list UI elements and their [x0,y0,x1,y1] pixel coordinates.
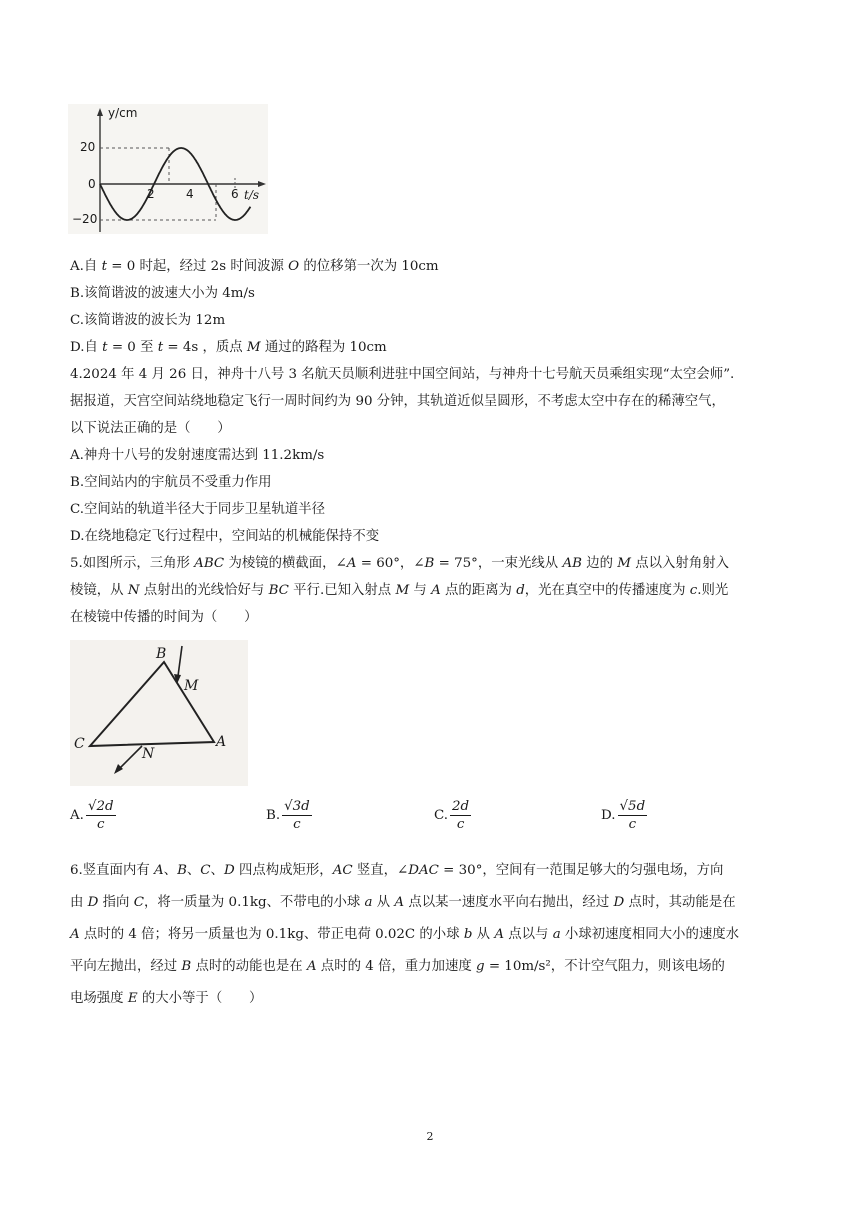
q4-option-d: D.在绕地稳定飞行过程中，空间站的机械能保持不变 [70,529,380,544]
x-axis-label: t/s [244,188,260,202]
q5-choice-a: A. $\frac{√2d}{c}$ [70,799,114,832]
q3-option-d: D.自 t = 0 至 t = 4s ，质点 M 通过的路程为 10cm [70,340,387,355]
label-a: A [216,734,227,750]
q5-stem-line3: 在棱镜中传播的时间为（ ） [70,610,258,625]
q5-choice-d: D. $\frac{√5d}{c}$ [601,799,646,832]
wave-graph [68,104,268,234]
q3-option-b: B.该简谐波的波速大小为 4m/s [70,286,255,301]
q4-option-a: A.神舟十八号的发射速度需达到 11.2km/s [70,448,325,463]
label-n: N [142,746,155,762]
q3-option-c: C.该简谐波的波长为 12m [70,313,226,328]
q5-stem-line2: 棱镜，从 N 点射出的光线恰好与 BC 平行.已知入射点 M 与 A 点的距离为 d，光在真空中的传播速度为 c.则光 [70,583,729,598]
q4-stem-line2: 据报道，天宫空间站绕地稳定飞行一周时间约为 90 分钟，其轨道近似呈圆形，不考虑太空中存在的稀薄空气， [70,394,725,409]
page-number: 2 [426,1130,434,1143]
x-tick-2: 2 [147,187,155,201]
q5-choice-c: C. $\frac{2d}{c}$ [434,799,470,832]
prism-figure [70,640,248,786]
q6-line1: 6.竖直面内有 A、B、C、D 四点构成矩形，AC 竖直，∠DAC = 30°，空间有一范围足够大的匀强电场，方向 [70,863,724,878]
q6-line3: A 点时的 4 倍；将另一质量也为 0.1kg、带正电荷 0.02C 的小球 b 从 A 点以与 a 小球初速度相同大小的速度水 [70,927,740,942]
x-tick-4: 4 [186,187,194,201]
label-b: B [156,646,167,662]
y-tick-20: 20 [80,140,96,154]
q6-line2: 由 D 指向 C，将一质量为 0.1kg、不带电的小球 a 从 A 点以某一速度水平向右抛出，经过 D 点时，其动能是在 [70,895,736,910]
q4-stem-line1: 4.2024 年 4 月 26 日，神舟十八号 3 名航天员顺利进驻中国空间站，与神舟十七号航天员乘组实现“太空会师”. [70,367,735,382]
label-c: C [74,736,85,752]
q6-line5: 电场强度 E 的大小等于（ ） [70,991,263,1006]
q4-option-b: B.空间站内的宇航员不受重力作用 [70,475,272,490]
y-axis-label: y/cm [108,106,138,120]
q5-stem-line1: 5.如图所示，三角形 ABC 为棱镜的横截面，∠A = 60°，∠B = 75°，一束光线从 AB 边的 M 点以入射角射入 [70,556,729,571]
label-m: M [184,678,199,694]
q6-line4: 平向左抛出，经过 B 点时的动能也是在 A 点时的 4 倍，重力加速度 g = 10m/s²，不计空气阻力，则该电场的 [70,959,725,974]
q5-choice-b: B. $\frac{√3d}{c}$ [266,799,310,832]
q4-option-c: C.空间站的轨道半径大于同步卫星轨道半径 [70,502,326,517]
y-tick-neg20: −20 [72,212,98,226]
y-tick-0: 0 [88,177,96,191]
q3-option-a: A.自 t = 0 时起，经过 2s 时间波源 O 的位移第一次为 10cm [70,259,439,274]
q4-stem-line3: 以下说法正确的是（ ） [70,421,231,436]
x-tick-6: 6 [231,187,239,201]
